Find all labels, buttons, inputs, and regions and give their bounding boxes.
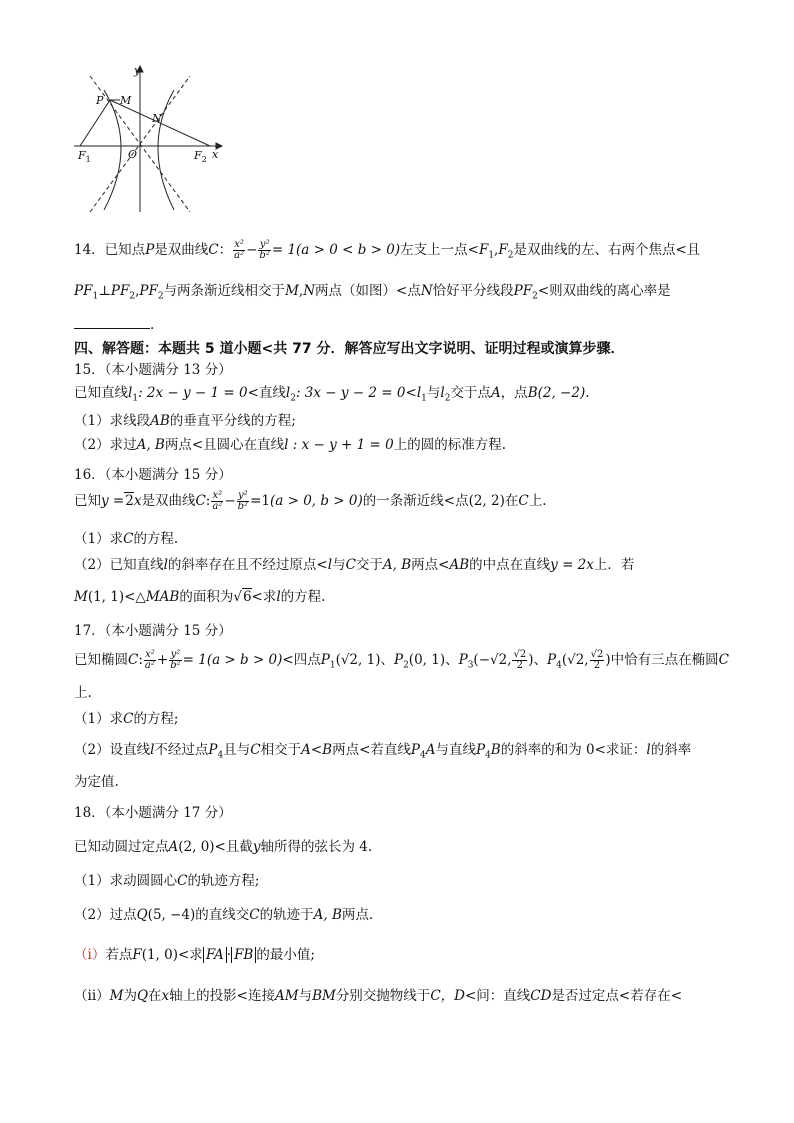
q16-stem: 已知y =2x是双曲线C: $\frac{\text{x²}}{\text{a²}}$ − $\frac{\text{y²}}{\text{b²}}$ =1(a > 0, b > 0)的一条渐近线<点(2, 2)在C上.: [74, 490, 547, 512]
fig-label-p: P: [96, 94, 104, 107]
q15-part-1: （1）求线段AB的垂直平分线的方程;: [74, 413, 296, 429]
fig-label-y: y: [134, 64, 141, 77]
fig-label-x: x: [212, 148, 219, 161]
q17-head: 17．（本小题满分 15 分）: [74, 623, 232, 639]
section-4-title: 四、解答题：本题共 5 道小题<共 77 分．解答应写出文字说明、证明过程或演算步骤．: [74, 341, 625, 357]
q18-part-2-ii: （ii）M为Q在x轴上的投影<连接AM与BM分别交抛物线于C，D<问：直线CD是否过定点<若存在<: [74, 988, 683, 1004]
frac-x2-a2: $\frac{\text{x²}}{\text{a²}}$: [234, 239, 245, 261]
q16-part-2-cont: M(1, 1)<△MAB的面积为√6<求l的方程.: [74, 589, 326, 605]
q14-line-2: $PF_1\perp PF_2,PF_2$与两条渐近线相交于M,N两点（如图）<点N恰好平分线段$PF_2<$则双曲线的离心率是: [74, 283, 671, 302]
q15-head: 15．（本小题满分 13 分）: [74, 362, 232, 378]
frac-y2-b2: $\frac{\text{y²}}{\text{b²}}$: [259, 239, 270, 261]
q18-head: 18．（本小题满分 17 分）: [74, 805, 232, 821]
q17-part-2: （2）设直线l不经过点$P_4$且与C相交于A<B两点<若直线$P_4A$与直线$P_4B$的斜率的和为 0<求证：l的斜率: [74, 742, 692, 761]
q14-answer-line: .: [74, 314, 154, 334]
q15-part-2: （2）求过A, B两点<且圆心在直线l : x − y + 1 = 0上的圆的标准方程.: [74, 437, 507, 453]
q18-part-2: （2）过点Q(5, −4)的直线交C的轨迹于A, B两点.: [74, 907, 374, 923]
hyperbola-figure: [70, 62, 230, 214]
q17-part-1: （1）求C的方程;: [74, 711, 179, 727]
q17-part-2-cont: 为定值.: [74, 774, 119, 790]
fig-label-o: O: [128, 148, 138, 161]
answer-blank: [74, 314, 150, 329]
q17-stem-cont: 上.: [74, 685, 92, 701]
fig-label-f2: $F_2$: [194, 149, 207, 164]
q16-part-2: （2）已知直线l的斜率存在且不经过原点<l与C交于A, B两点<AB的中点在直线y = 2x上．若: [74, 557, 635, 573]
segment-f1-p: [80, 100, 110, 146]
q17-stem: 已知椭圆C: $\frac{\text{x²}}{\text{a²}}$ + $\frac{\text{y²}}{\text{b²}}$ = 1(a > b > 0)<四点$P_1(√2$, 1)、$P_2(0$, 1)、$P_3(-√2$, $\frac{√2}{2}$ )、$P_4(√2$, $\frac{√2}{2}$ )中恰有三点在椭圆C: [74, 649, 729, 671]
q16-part-1: （1）求C的方程.: [74, 531, 179, 547]
q18-part-1: （1）求动圆圆心C的轨迹方程;: [74, 873, 260, 889]
fig-label-f1: $F_1$: [78, 149, 91, 164]
q16-head: 16．（本小题满分 15 分）: [74, 467, 232, 483]
q14-line-1: 14．已知点P是双曲线C： $\frac{\text{x²}}{\text{a²}}$ − $\frac{\text{y²}}{\text{b²}}$ = 1(a > 0 < b > 0)左支上一点$<F_1,F_2$是双曲线的左、右两个焦点<且: [74, 239, 701, 261]
fig-label-n: N: [152, 112, 162, 125]
q18-part-2-i: （i）若点F(1, 0)<求 FA · FB 的最小值;: [74, 947, 315, 963]
q18-stem: 已知动圆过定点A(2, 0)<且截y轴所得的弦长为 4.: [74, 839, 373, 855]
left-branch: [104, 90, 121, 210]
fig-label-m: M: [120, 94, 132, 107]
q15-stem: 已知直线$l_1$: 2x − y − 1 = 0<直线$l_2$: $3x - y - 2 = 0<l_1$与$l_2$交于点A，点B(2, −2).: [74, 385, 590, 404]
